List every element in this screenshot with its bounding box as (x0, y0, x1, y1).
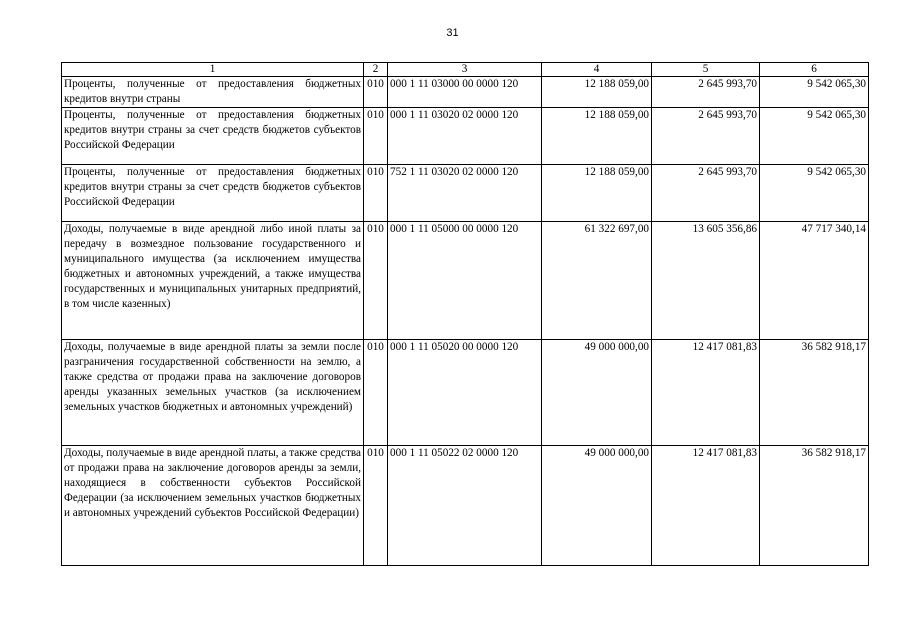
row-name: Доходы, получаемые в виде арендной платы за земли после разграничения государственной собственности на землю, а также средства от продажи права на заключение договоров аренды указанных земельных участков (за исключением земельных участков бюджетных и автономных учреждений) (62, 340, 364, 446)
table-row (62, 77, 869, 108)
table-row (62, 165, 869, 222)
table-row (62, 340, 869, 446)
row-col5-value: 2 645 993,70 (652, 77, 760, 108)
row-col6-value: 36 582 918,17 (760, 340, 869, 446)
header-col-5: 5 (652, 63, 760, 77)
row-col5-value: 12 417 081,83 (652, 340, 760, 446)
revenue-table (61, 62, 869, 566)
row-name: Доходы, получаемые в виде арендной либо иной платы за передачу в возмездное пользование государственного и муниципального имущества (за исключением имущества бюджетных и автономных учреждений, а также имущества государственных и муниципальных унитарных предприятий, в том числе казенных) (62, 222, 364, 340)
row-col5-value: 2 645 993,70 (652, 108, 760, 165)
row-col4-value: 12 188 059,00 (542, 77, 652, 108)
table-row (62, 446, 869, 566)
header-col-2: 2 (364, 63, 388, 77)
header-col-4: 4 (542, 63, 652, 77)
row-col6-value: 9 542 065,30 (760, 165, 869, 222)
row-kbk-code: 000 1 11 05020 00 0000 120 (388, 340, 542, 446)
row-col6-value: 47 717 340,14 (760, 222, 869, 340)
table-header-row (62, 63, 869, 77)
row-col4-value: 12 188 059,00 (542, 165, 652, 222)
row-kbk-code: 000 1 11 05000 00 0000 120 (388, 222, 542, 340)
row-kbk-code: 752 1 11 03020 02 0000 120 (388, 165, 542, 222)
row-kbk-code: 000 1 11 03020 02 0000 120 (388, 108, 542, 165)
header-col-3: 3 (388, 63, 542, 77)
row-admin-code: 010 (364, 108, 388, 165)
row-col5-value: 13 605 356,86 (652, 222, 760, 340)
row-col4-value: 49 000 000,00 (542, 446, 652, 566)
header-col-6: 6 (760, 63, 869, 77)
row-col6-value: 36 582 918,17 (760, 446, 869, 566)
row-col4-value: 12 188 059,00 (542, 108, 652, 165)
page-number: 31 (446, 27, 459, 39)
row-col4-value: 61 322 697,00 (542, 222, 652, 340)
row-admin-code: 010 (364, 446, 388, 566)
table-row (62, 222, 869, 340)
header-col-1: 1 (62, 63, 364, 77)
row-col5-value: 2 645 993,70 (652, 165, 760, 222)
row-name: Проценты, полученные от предоставления бюджетных кредитов внутри страны за счет средств бюджетов субъектов Российской Федерации (62, 165, 364, 222)
row-admin-code: 010 (364, 222, 388, 340)
row-name: Проценты, полученные от предоставления бюджетных кредитов внутри страны (62, 77, 364, 108)
row-col6-value: 9 542 065,30 (760, 77, 869, 108)
row-name: Проценты, полученные от предоставления бюджетных кредитов внутри страны за счет средств бюджетов субъектов Российской Федерации (62, 108, 364, 165)
row-admin-code: 010 (364, 340, 388, 446)
row-admin-code: 010 (364, 77, 388, 108)
row-col6-value: 9 542 065,30 (760, 108, 869, 165)
table-row (62, 108, 869, 165)
row-col5-value: 12 417 081,83 (652, 446, 760, 566)
row-col4-value: 49 000 000,00 (542, 340, 652, 446)
row-name: Доходы, получаемые в виде арендной платы, а также средства от продажи права на заключение договоров аренды за земли, находящиеся в собственности субъектов Российской Федерации (за исключением земельных участков бюджетных и автономных учреждений субъектов Российской Федерации) (62, 446, 364, 566)
row-kbk-code: 000 1 11 03000 00 0000 120 (388, 77, 542, 108)
row-kbk-code: 000 1 11 05022 02 0000 120 (388, 446, 542, 566)
row-admin-code: 010 (364, 165, 388, 222)
